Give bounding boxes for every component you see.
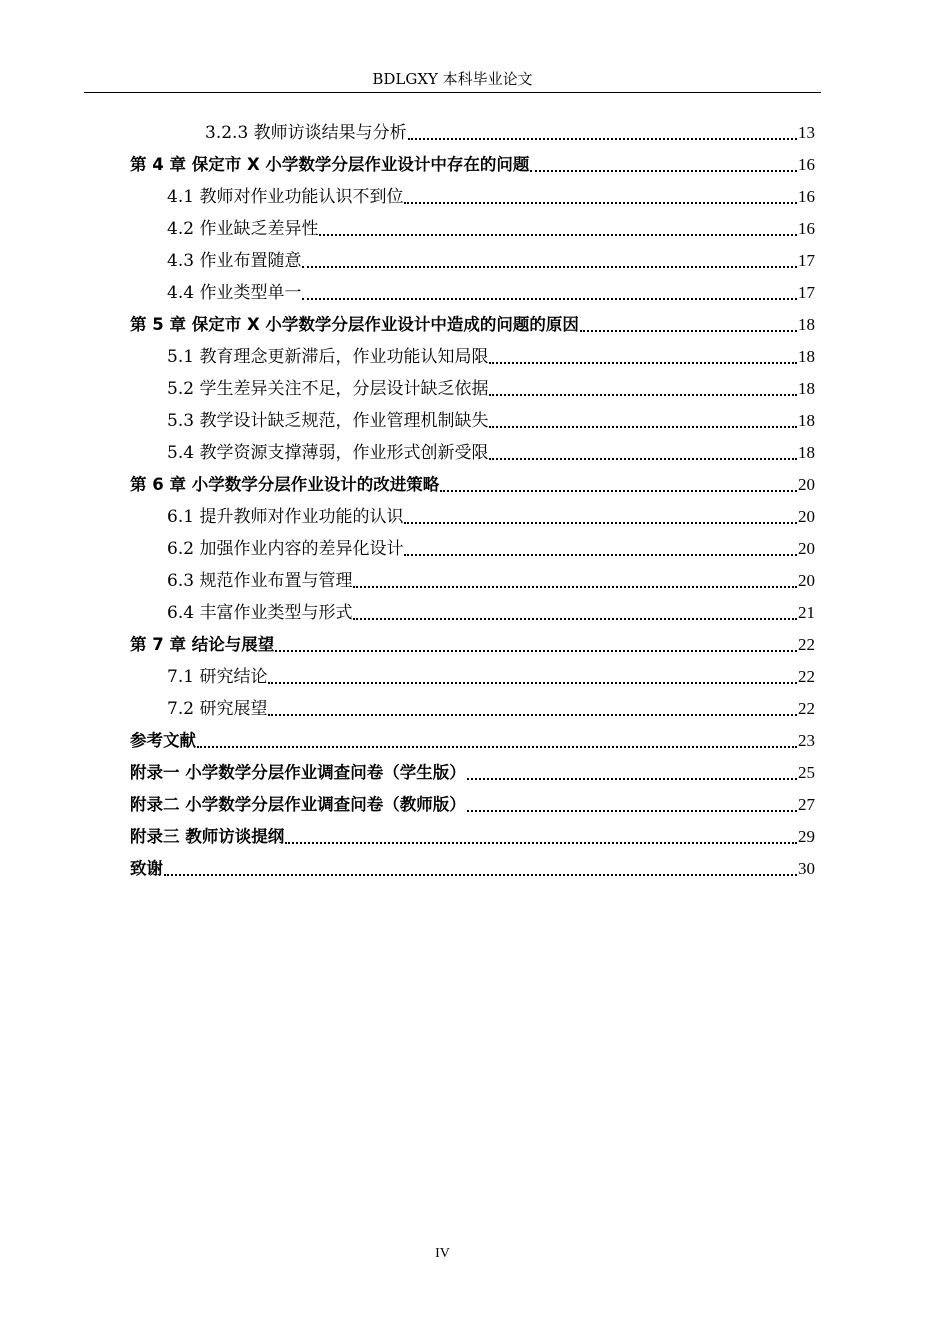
toc-entry[interactable] [130,308,815,340]
toc-entry-page: 20 [798,539,815,558]
toc-entry-title: 4.3 作业布置随意 [167,251,302,271]
toc-entry-page: 18 [798,411,815,430]
toc-dot-leader [489,457,797,460]
toc-entry-title: 附录一 小学数学分层作业调查问卷（学生版） [130,763,466,782]
toc-entry[interactable] [130,404,815,436]
toc-dot-leader [404,553,797,556]
toc-entry-page: 17 [798,283,815,302]
toc-entry[interactable] [130,276,815,308]
toc-entry-title: 6.1 提升教师对作业功能的认识 [167,507,404,527]
toc-entry[interactable] [130,756,815,788]
toc-dot-leader [319,233,797,236]
table-of-contents [130,116,815,884]
toc-entry[interactable] [130,852,815,884]
toc-entry[interactable] [130,212,815,244]
page-header: BDLGXY 本科毕业论文 [372,70,533,88]
toc-entry[interactable] [130,436,815,468]
toc-entry[interactable] [130,116,815,148]
toc-dot-leader [164,873,797,876]
toc-entry[interactable] [130,340,815,372]
toc-dot-leader [197,745,797,748]
toc-entry-title: 附录二 小学数学分层作业调查问卷（教师版） [130,795,466,814]
toc-entry[interactable] [130,468,815,500]
toc-entry-page: 18 [798,315,815,334]
toc-dot-leader [353,585,797,588]
toc-entry[interactable] [130,244,815,276]
toc-entry-page: 17 [798,251,815,270]
toc-entry-page: 22 [798,635,815,654]
toc-entry-title: 7.1 研究结论 [167,667,268,687]
toc-entry-title: 第 4 章 保定市 X 小学数学分层作业设计中存在的问题 [130,155,530,174]
toc-entry-page: 20 [798,475,815,494]
toc-dot-leader [489,393,797,396]
toc-entry-title: 6.2 加强作业内容的差异化设计 [167,539,404,559]
toc-entry-page: 29 [798,827,815,846]
toc-entry-page: 16 [798,187,815,206]
toc-entry-title: 参考文献 [130,731,196,750]
toc-entry[interactable] [130,148,815,180]
toc-dot-leader [268,681,797,684]
toc-entry-title: 3.2.3 教师访谈结果与分析 [205,123,407,143]
toc-dot-leader [489,361,797,364]
toc-dot-leader [530,169,797,172]
toc-dot-leader [489,425,797,428]
toc-entry-title: 4.4 作业类型单一 [167,283,302,303]
toc-entry-page: 18 [798,379,815,398]
toc-dot-leader [302,265,797,268]
toc-entry-page: 22 [798,699,815,718]
toc-entry-page: 25 [798,763,815,782]
toc-entry[interactable] [130,532,815,564]
toc-entry[interactable] [130,628,815,660]
toc-entry-page: 18 [798,443,815,462]
toc-entry-title: 5.3 教学设计缺乏规范，作业管理机制缺失 [167,411,489,431]
toc-dot-leader [408,137,797,140]
toc-dot-leader [268,713,797,716]
toc-dot-leader [302,297,797,300]
toc-dot-leader [404,201,797,204]
toc-entry[interactable] [130,564,815,596]
page-number: IV [435,1246,450,1261]
toc-entry-title: 第 7 章 结论与展望 [130,635,275,654]
toc-entry-title: 6.4 丰富作业类型与形式 [167,603,353,623]
toc-entry-page: 20 [798,507,815,526]
toc-entry[interactable] [130,820,815,852]
toc-entry-page: 22 [798,667,815,686]
toc-dot-leader [285,841,797,844]
toc-entry-page: 23 [798,731,815,750]
toc-entry-title: 5.2 学生差异关注不足，分层设计缺乏依据 [167,379,489,399]
toc-entry[interactable] [130,788,815,820]
toc-dot-leader [440,489,797,492]
toc-entry[interactable] [130,692,815,724]
toc-entry-page: 30 [798,859,815,878]
toc-dot-leader [353,617,797,620]
toc-entry-page: 27 [798,795,815,814]
toc-dot-leader [467,809,797,812]
toc-entry-title: 4.1 教师对作业功能认识不到位 [167,187,404,207]
toc-entry-title: 5.4 教学资源支撑薄弱，作业形式创新受限 [167,443,489,463]
toc-dot-leader [275,649,797,652]
toc-entry-page: 20 [798,571,815,590]
toc-entry-page: 18 [798,347,815,366]
toc-entry[interactable] [130,724,815,756]
toc-dot-leader [580,329,797,332]
toc-entry-page: 16 [798,219,815,238]
toc-entry-title: 5.1 教育理念更新滞后，作业功能认知局限 [167,347,489,367]
toc-entry[interactable] [130,660,815,692]
toc-entry[interactable] [130,180,815,212]
toc-entry-page: 13 [798,123,815,142]
toc-entry-title: 第 5 章 保定市 X 小学数学分层作业设计中造成的问题的原因 [130,315,579,334]
toc-entry-title: 6.3 规范作业布置与管理 [167,571,353,591]
toc-entry-title: 4.2 作业缺乏差异性 [167,219,319,239]
toc-entry[interactable] [130,500,815,532]
toc-entry-title: 致谢 [130,859,163,878]
toc-entry-page: 16 [798,155,815,174]
toc-entry-title: 附录三 教师访谈提纲 [130,827,285,846]
toc-dot-leader [467,777,797,780]
toc-entry-title: 第 6 章 小学数学分层作业设计的改进策略 [130,475,440,494]
header-divider [84,92,821,93]
toc-entry-page: 21 [798,603,815,622]
toc-entry[interactable] [130,372,815,404]
toc-entry-title: 7.2 研究展望 [167,699,268,719]
toc-dot-leader [404,521,797,524]
toc-entry[interactable] [130,596,815,628]
